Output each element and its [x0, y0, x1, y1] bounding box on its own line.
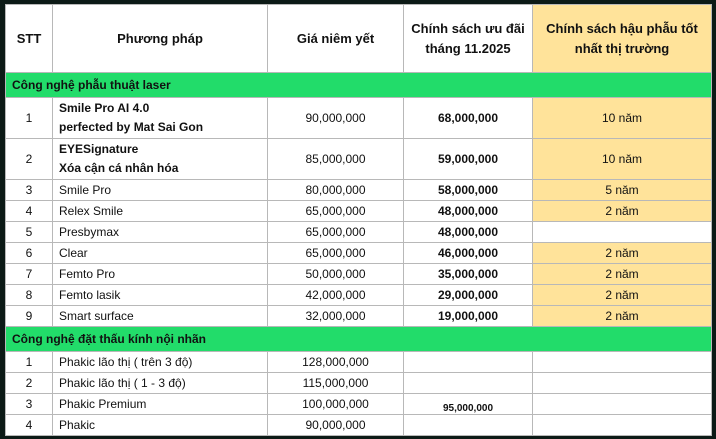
- row-method: Smile Pro: [53, 180, 268, 201]
- row-method: Femto Pro: [53, 264, 268, 285]
- row-method: Phakic: [53, 415, 268, 436]
- row-list-price: 32,000,000: [268, 306, 404, 327]
- row-list-price: 50,000,000: [268, 264, 404, 285]
- row-method: Femto lasik: [53, 285, 268, 306]
- row-method: Relex Smile: [53, 201, 268, 222]
- row-stt: 1: [6, 352, 53, 373]
- row-method: [53, 139, 268, 180]
- row-list-price: 90,000,000: [268, 415, 404, 436]
- table-row: [6, 352, 712, 373]
- row-list-price: 42,000,000: [268, 285, 404, 306]
- row-stt: 3: [6, 394, 53, 415]
- section-lens: [6, 327, 712, 352]
- table-row: [6, 285, 712, 306]
- table-row: [6, 415, 712, 436]
- row-deal: 58,000,000: [404, 180, 533, 201]
- row-stt: 4: [6, 415, 53, 436]
- row-warranty: 10 năm: [533, 98, 712, 139]
- row-warranty: 2 năm: [533, 201, 712, 222]
- header-row: [6, 5, 712, 73]
- row-stt: 9: [6, 306, 53, 327]
- row-method-line1: EYESignature: [59, 142, 139, 156]
- row-list-price: 65,000,000: [268, 201, 404, 222]
- row-list-price: 128,000,000: [268, 352, 404, 373]
- row-deal: 68,000,000: [404, 98, 533, 139]
- row-stt: 6: [6, 243, 53, 264]
- row-deal: 59,000,000: [404, 139, 533, 180]
- section-laser: [6, 73, 712, 98]
- row-stt: 7: [6, 264, 53, 285]
- section-laser-title: Công nghệ phẫu thuật laser: [6, 73, 712, 98]
- row-deal: 35,000,000: [404, 264, 533, 285]
- table-row: [6, 306, 712, 327]
- row-warranty: 5 năm: [533, 180, 712, 201]
- row-method: Phakic Premium: [53, 394, 268, 415]
- table-row: [6, 243, 712, 264]
- header-stt: STT: [6, 5, 53, 73]
- row-stt: 8: [6, 285, 53, 306]
- row-deal-empty: [404, 373, 533, 394]
- lens-deal: 95,000,000: [404, 394, 533, 415]
- row-stt: 4: [6, 201, 53, 222]
- row-warranty: 2 năm: [533, 306, 712, 327]
- table-row: [6, 373, 712, 394]
- row-warranty-empty: [533, 415, 712, 436]
- row-method: Smart surface: [53, 306, 268, 327]
- row-warranty-empty: [533, 352, 712, 373]
- table-row: [6, 264, 712, 285]
- header-deal: Chính sách ưu đãi tháng 11.2025: [404, 5, 533, 73]
- row-method: [53, 98, 268, 139]
- table-row: [6, 180, 712, 201]
- row-warranty: 2 năm: [533, 264, 712, 285]
- header-warranty: Chính sách hậu phẫu tốt nhất thị trường: [533, 5, 712, 73]
- row-deal-empty: [404, 415, 533, 436]
- row-method-line2: Xóa cận cá nhân hóa: [59, 161, 179, 175]
- row-list-price: 90,000,000: [268, 98, 404, 139]
- row-warranty: 10 năm: [533, 139, 712, 180]
- row-list-price: 115,000,000: [268, 373, 404, 394]
- table-row: [6, 222, 712, 243]
- table-row: [6, 201, 712, 222]
- row-stt: 1: [6, 98, 53, 139]
- row-list-price: 80,000,000: [268, 180, 404, 201]
- row-method: Presbymax: [53, 222, 268, 243]
- section-lens-title: Công nghệ đặt thấu kính nội nhãn: [6, 327, 712, 352]
- table-row: [6, 139, 712, 180]
- row-stt: 2: [6, 373, 53, 394]
- row-method-line2: perfected by Mat Sai Gon: [59, 120, 204, 134]
- row-deal: 48,000,000: [404, 201, 533, 222]
- row-deal: 19,000,000: [404, 306, 533, 327]
- row-stt: 5: [6, 222, 53, 243]
- row-method: Phakic lão thị ( 1 - 3 độ): [53, 373, 268, 394]
- row-stt: 2: [6, 139, 53, 180]
- row-warranty: 2 năm: [533, 285, 712, 306]
- row-list-price: 85,000,000: [268, 139, 404, 180]
- price-table: [5, 4, 712, 436]
- table-row: [6, 98, 712, 139]
- row-method-line1: Smile Pro AI 4.0: [59, 101, 150, 115]
- row-list-price: 100,000,000: [268, 394, 404, 415]
- header-method: Phương pháp: [53, 5, 268, 73]
- row-deal: 29,000,000: [404, 285, 533, 306]
- row-stt: 3: [6, 180, 53, 201]
- row-method: Clear: [53, 243, 268, 264]
- row-deal: 48,000,000: [404, 222, 533, 243]
- row-warranty: [533, 222, 712, 243]
- row-list-price: 65,000,000: [268, 243, 404, 264]
- row-list-price: 65,000,000: [268, 222, 404, 243]
- table-row: [6, 394, 712, 415]
- row-deal-empty: [404, 352, 533, 373]
- row-deal: 46,000,000: [404, 243, 533, 264]
- row-warranty-empty: [533, 394, 712, 415]
- row-method: Phakic lão thị ( trên 3 độ): [53, 352, 268, 373]
- row-warranty: 2 năm: [533, 243, 712, 264]
- row-warranty-empty: [533, 373, 712, 394]
- header-list-price: Giá niêm yết: [268, 5, 404, 73]
